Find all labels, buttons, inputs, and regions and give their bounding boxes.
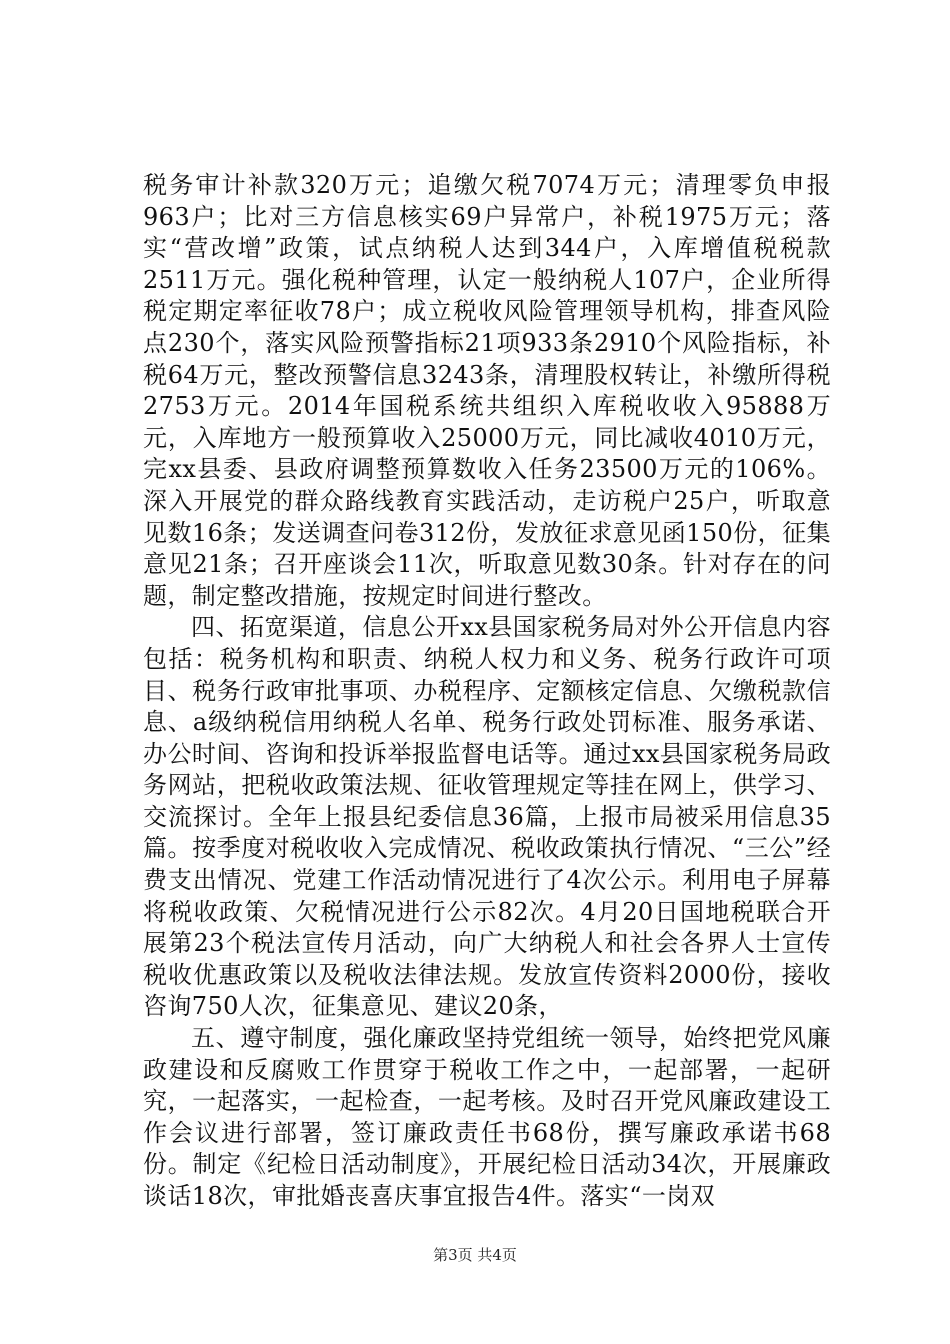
document-body bbox=[143, 170, 831, 1213]
paragraph-information-disclosure: 四、拓宽渠道，信息公开xx县国家税务局对外公开信息内容包括：税务机构和职责、纳税人权力和义务、税务行政许可项目、税务行政审批事项、办税程序、定额核定信息、欠缴税款信息、a级纳税信用纳税人名单、税务行政处罚标准、服务承诺、办公时间、咨询和投诉举报监督电话等。通过xx县国家税务局政务网站，把税收政策法规、征收管理规定等挂在网上，供学习、交流探讨。全年上报县纪委信息36篇，上报市局被采用信息35篇。按季度对税收收入完成情况、税收政策执行情况、“三公”经费支出情况、党建工作活动情况进行了4次公示。利用电子屏幕将税收政策、欠税情况进行公示82次。4月20日国地税联合开展第23个税法宣传月活动，向广大纳税人和社会各界人士宣传税收优惠政策以及税收法律法规。发放宣传资料2000份，接收咨询750人次，征集意见、建议20条， bbox=[143, 613, 831, 1021]
paragraph-integrity-system: 五、遵守制度，强化廉政坚持党组统一领导，始终把党风廉政建设和反腐败工作贯穿于税收工作之中，一起部署，一起研究，一起落实，一起检查，一起考核。及时召开党风廉政建设工作会议进行部署，签订廉政责任书68份，撰写廉政承诺书68份。制定《纪检日活动制度》，开展纪检日活动34次，开展廉政谈话18次，审批婚丧喜庆事宜报告4件。落实“一岗双 bbox=[143, 1024, 831, 1210]
paragraph-tax-audit: 税务审计补款320万元；追缴欠税7074万元；清理零负申报963户；比对三方信息核实69户异常户，补税1975万元；落实“营改增”政策，试点纳税人达到344户，入库增值税税款2511万元。强化税种管理，认定一般纳税人107户，企业所得税定期定率征收78户；成立税收风险管理领导机构，排查风险点230个，落实风险预警指标21项933条2910个风险指标，补税64万元，整改预警信息3243条，清理股权转让，补缴所得税2753万元。2014年国税系统共组织入库税收收入95888万元，入库地方一般预算收入25000万元，同比减收4010万元，完xx县委、县政府调整预算数收入任务23500万元的106%。深入开展党的群众路线教育实践活动，走访税户25户，听取意见数16条；发送调查问卷312份，发放征求意见函150份，征集意见21条；召开座谈会11次，听取意见数30条。针对存在的问题，制定整改措施，按规定时间进行整改。 bbox=[143, 171, 831, 610]
page-number-footer: 第3页 共4页 bbox=[433, 1246, 517, 1264]
